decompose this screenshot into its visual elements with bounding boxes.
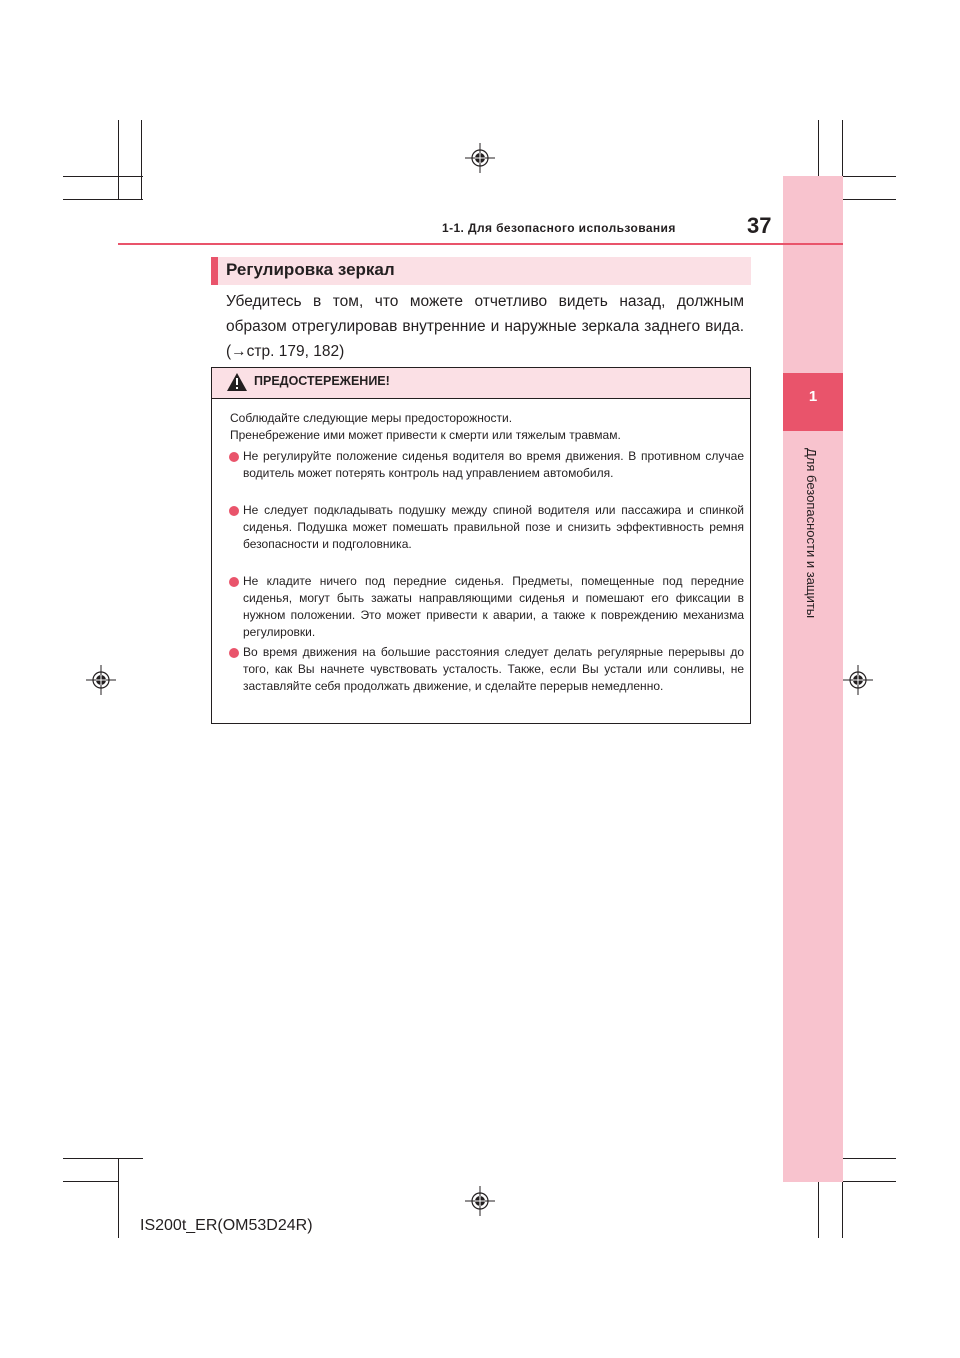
crop-mark-bottom-left-h2 — [63, 1181, 119, 1182]
caution-item — [229, 448, 744, 482]
crop-mark-bottom-left-h1 — [63, 1158, 143, 1159]
chapter-number: 1 — [808, 388, 818, 405]
caution-item-text: Во время движения на большие расстояния следует делать регулярные перерывы до того, как Вы начнете чувствовать усталость. Также, если Вы устали или сонливы, не заставляйте себя продолжать движение, и сделайте перерыв немедленно. — [243, 645, 744, 693]
crop-mark-top-left-v2 — [141, 120, 142, 200]
caution-item — [229, 644, 744, 695]
caution-item-text: Не кладите ничего под передние сиденья. Предметы, помещенные под передние сиденья, могут быть зажаты направляющими сиденья и помешают его фиксации в нужном положении. Это может привести к аварии, а также к повреждению механизма регулировки. — [243, 574, 744, 639]
crop-mark-bottom-right-h1 — [842, 1158, 896, 1159]
crop-mark-top-left-v1 — [118, 120, 119, 200]
bullet-dot-icon — [229, 648, 239, 658]
bullet-dot-icon — [229, 506, 239, 516]
page-number: 37 — [747, 213, 772, 238]
registration-target-icon — [843, 665, 873, 695]
bullet-dot-icon — [229, 577, 239, 587]
running-header-title: 1-1. Для безопасного использования — [442, 221, 676, 235]
bullet-dot-icon — [229, 452, 239, 462]
crop-mark-top-left-h2 — [63, 199, 143, 200]
crop-mark-bottom-right-v1 — [818, 1181, 819, 1238]
registration-target-icon — [86, 665, 116, 695]
chapter-label: Для безопасности и защиты — [804, 448, 819, 619]
caution-intro — [230, 410, 742, 444]
caution-item-text: Не регулируйте положение сиденья водителя во время движения. В противном случае водитель может потерять контроль над управлением автомобиля. — [243, 449, 744, 480]
warning-triangle-icon — [226, 372, 248, 392]
section-intro-paragraph: Убедитесь в том, что можете отчетливо видеть назад, должным образом отрегулировав внутренние и наружные зеркала заднего вида. (→стр. 179, 182) — [226, 293, 744, 360]
caution-item — [229, 573, 744, 641]
caution-title: ПРЕДОСТЕРЕЖЕНИЕ! — [254, 374, 390, 388]
registration-target-icon — [465, 1186, 495, 1216]
model-code: IS200t_ER(OM53D24R) — [140, 1217, 313, 1234]
crop-mark-top-left-h1 — [63, 176, 143, 177]
caution-item-text: Не следует подкладывать подушку между спиной водителя или пассажира и спинкой сиденья. Подушка может помешать правильной позе и снизить эффективность ремня безопасности и подголовника. — [243, 503, 744, 551]
section-heading-accent — [211, 257, 218, 285]
caution-item — [229, 502, 744, 553]
crop-mark-bottom-left-v1 — [118, 1158, 119, 1238]
caution-intro-line: Соблюдайте следующие меры предосторожности. — [230, 411, 513, 425]
caution-intro-line: Пренебрежение ими может привести к смерти или тяжелым травмам. — [230, 428, 621, 442]
section-title: Регулировка зеркал — [226, 260, 395, 279]
registration-target-icon — [465, 143, 495, 173]
header-divider — [118, 243, 843, 245]
chapter-side-tab — [783, 176, 843, 1182]
